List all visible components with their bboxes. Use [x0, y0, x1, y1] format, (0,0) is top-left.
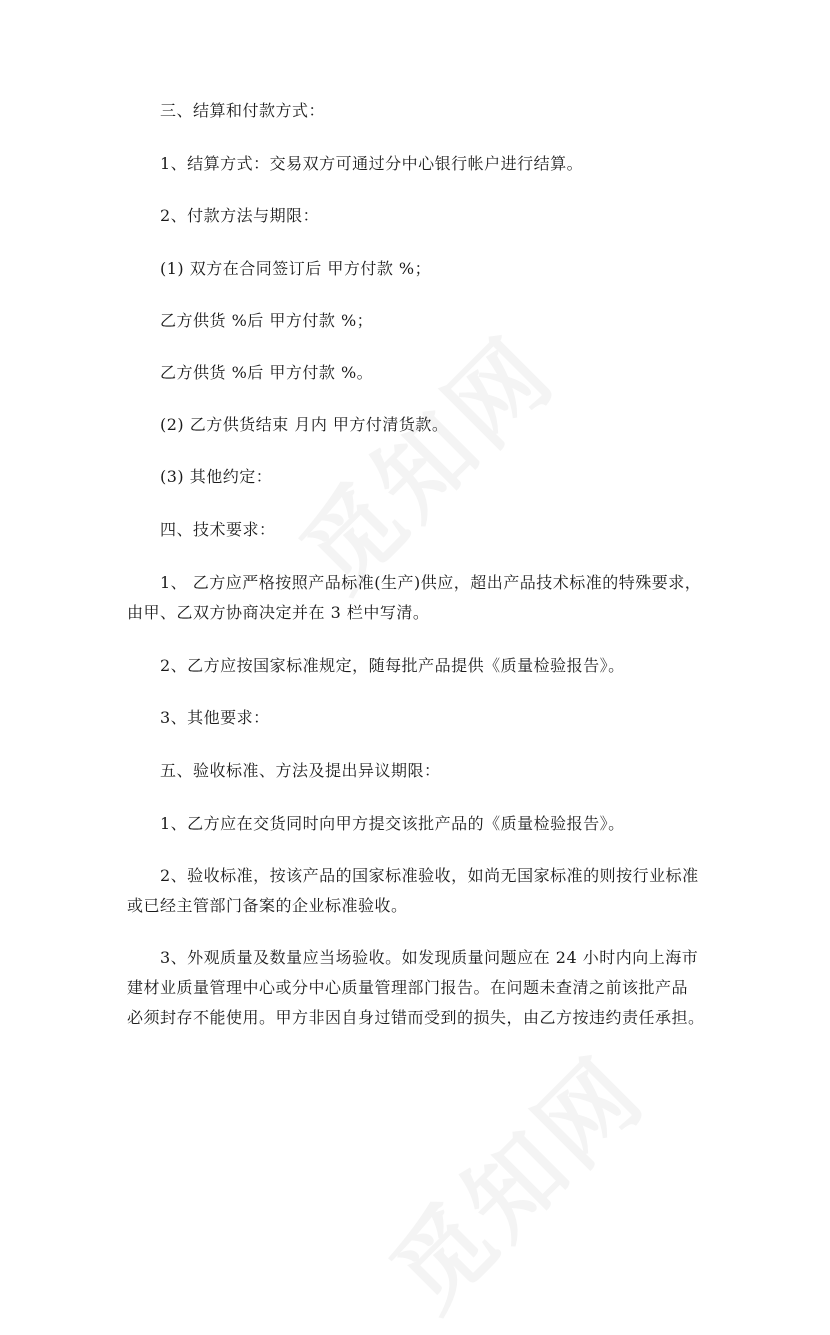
- paragraph-line: 2、乙方应按国家标准规定，随每批产品提供《质量检验报告》。: [160, 656, 625, 675]
- paragraph-line: 1、 乙方应严格按照产品标准(生产)供应，超出产品技术标准的特殊要求，: [160, 573, 702, 592]
- paragraph-line: 由甲、乙双方协商决定并在 3 栏中写清。: [127, 603, 430, 622]
- paragraph-line: 乙方供货 %后 甲方付款 %。: [160, 363, 374, 382]
- paragraph-line: 3、其他要求：: [160, 708, 270, 727]
- paragraph-line: 建材业质量管理中心或分中心质量管理部门报告。在问题未查清之前该批产品: [127, 978, 689, 997]
- paragraph-line: 1、结算方式：交易双方可通过分中心银行帐户进行结算。: [160, 154, 584, 173]
- watermark-bottom: [356, 1022, 669, 1335]
- paragraph-line: 2、验收标准，按该产品的国家标准验收，如尚无国家标准的则按行业标准: [160, 866, 699, 885]
- paragraph-line: (3) 其他约定：: [160, 467, 273, 486]
- paragraph-line: (2) 乙方供货结束 月内 甲方付清货款。: [160, 415, 449, 434]
- paragraph-line: 必须封存不能使用。甲方非因自身过错而受到的损失，由乙方按违约责任承担。: [127, 1008, 705, 1027]
- paragraph-line: 1、乙方应在交货同时向甲方提交该批产品的《质量检验报告》。: [160, 814, 625, 833]
- paragraph-line: 或已经主管部门备案的企业标准验收。: [127, 896, 408, 915]
- paragraph-line: (1) 双方在合同签订后 甲方付款 %；: [160, 259, 432, 278]
- section-4-heading: 四、技术要求：: [160, 520, 276, 539]
- section-5-heading: 五、验收标准、方法及提出异议期限：: [160, 761, 441, 780]
- paragraph-line: 乙方供货 %后 甲方付款 %；: [160, 311, 374, 330]
- paragraph-line: 2、付款方法与期限：: [160, 206, 320, 225]
- section-3-heading: 三、结算和付款方式：: [160, 101, 326, 120]
- watermark: [266, 302, 579, 615]
- paragraph-line: 3、外观质量及数量应当场验收。如发现质量问题应在 24 小时内向上海市: [160, 948, 699, 967]
